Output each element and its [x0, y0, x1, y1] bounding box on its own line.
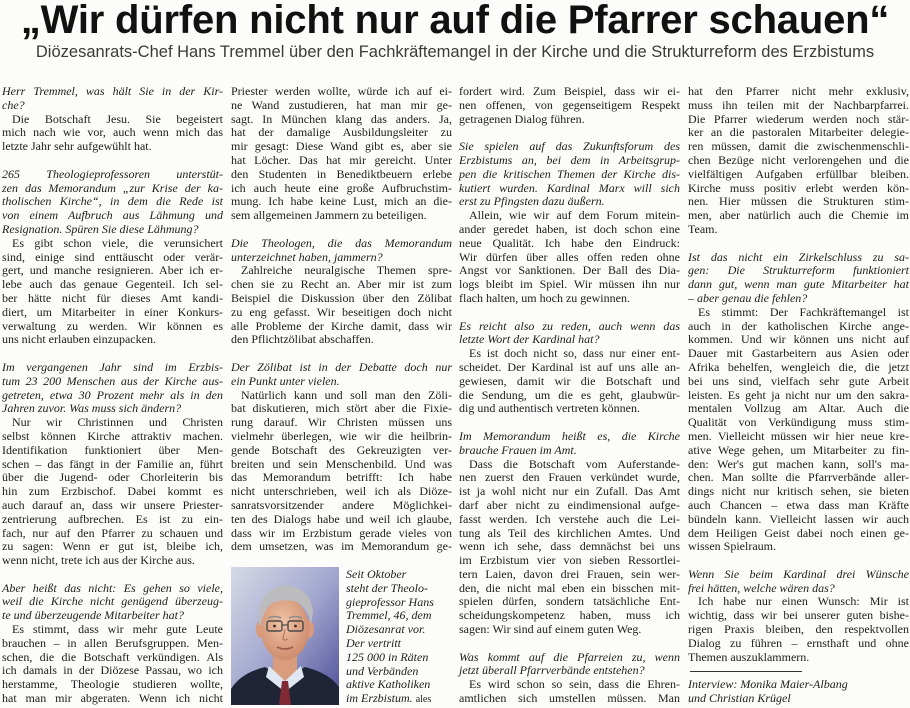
text-line: – aber genau die fehlen? [688, 290, 808, 305]
column-text [231, 85, 452, 554]
text-line: tum 23 200 Menschen aus der Kirche aus- [2, 373, 223, 388]
text-line: mentalen Vollzug am Altar. Auch die [688, 401, 909, 416]
caption-line: 125 000 in Räten [346, 649, 429, 664]
text-line: Aber heißt das nicht: Es gehen so viele, [2, 580, 223, 595]
text-line: leisten. Es geht ja nicht nur um den sakra- [688, 387, 909, 402]
text-line: getreten, etwa 30 Prozent mehr als in den [2, 387, 223, 402]
answer-paragraph [231, 85, 452, 223]
text-line: sem allgemeinen Jammern zu beteiligen. [231, 208, 427, 223]
text-line: Kirche muss positiv erlebt werden kön- [688, 180, 909, 195]
text-line: bei uns sind, vielfach sehr gute Arbeit [688, 373, 909, 388]
text-line: Erzbistums an, bei dem in Arbeitsgrup- [459, 152, 680, 167]
answer-paragraph [231, 264, 452, 347]
text-line: Qualität von Verkündigung muss stim- [688, 415, 909, 430]
text-line: Was kommt auf die Pfarreien zu, wenn [459, 649, 680, 664]
text-line: verwaltung zu werden. Wir können es [2, 318, 223, 333]
text-line: mung. Ich habe keine Lust, mich an die- [231, 194, 452, 209]
text-line: Die Pfarrer wiederum werden noch stär- [688, 111, 909, 126]
answer-paragraph [459, 209, 680, 306]
text-line: Im Memorandum heißt es, die Kirche [459, 428, 680, 443]
caption-line: aktive Katholiken [346, 677, 431, 692]
text-line: alle Probleme der Kirche damit, dass wir [231, 318, 452, 333]
text-line: die Sendung, um die es geht, glaubwür- [459, 387, 680, 402]
answer-paragraph [2, 623, 223, 706]
text-line: Die Theologen, die das Memorandum [231, 235, 452, 250]
text-line: letzte Jahr sehr aufgewühlt hat. [2, 139, 152, 154]
photo-caption [346, 568, 450, 706]
text-line: uns nicht erlauben einzupacken. [2, 332, 156, 347]
text-line: Wir dürfen über alles offen reden ohne [459, 249, 680, 264]
question-paragraph [459, 320, 680, 348]
text-line: te und überzeugende Mitarbeiter hat? [2, 608, 184, 623]
caption-line: im Erzbistum. [346, 691, 413, 706]
text-line: brauche Frauen im Amt. [459, 442, 577, 457]
text-line: sagen: Wir sind auf einem guten Weg. [459, 622, 642, 637]
text-line: wissen Spielraum. [688, 539, 776, 554]
portrait-photo [231, 567, 339, 705]
text-line: Sie spielen auf das Zukunftsforum des [459, 139, 680, 154]
text-line: unterzeichnet haben, jammern? [231, 249, 383, 264]
text-line: dann gut, wenn man gute Mitarbeiter hat [688, 277, 909, 292]
text-line: scheidungskompetenz haben, muss ich [459, 608, 680, 623]
text-line: vielfältigen Aufgaben erfüllbar bleiben. [688, 166, 909, 181]
text-line: dig und authentisch vertreten können. [459, 401, 640, 416]
text-line: Angst vor Sanktionen. Der Ball des Dia- [459, 263, 680, 278]
text-line: hin zum Erzbischof. Dabei kommt es [2, 484, 223, 499]
text-line: Dass die Botschaft vom Auferstande- [469, 456, 680, 471]
text-line: nen. Hier müssen die Strukturen stim- [688, 194, 909, 209]
text-line: den Studenten in Benediktbeuern erlebe [231, 166, 452, 181]
text-line: hat der damalige Ausbildungsleiter zu [231, 125, 452, 140]
caption-line: Der vertritt [346, 635, 401, 650]
answer-paragraph [688, 595, 909, 664]
text-line: selbst können Kirche attraktiv machen. [2, 428, 223, 443]
caption-line: steht der Theolo- [346, 580, 428, 595]
text-line: wenn nicht, trete ich aus der Kirche aus. [2, 553, 195, 568]
headline: „Wir dürfen nicht nur auf die Pfarrer schauen“ [20, 0, 890, 42]
text-line: scheidet. Der Kardinal ist auf uns alle an- [459, 359, 680, 374]
text-line: ber hätte nicht für dieses Amt kandi- [2, 290, 223, 305]
text-line: ren müssen, damit die zwischenmenschli- [688, 139, 909, 154]
text-line: dem Heiligen Geist dabei noch einen ge- [688, 525, 909, 540]
text-line: Ich habe nur einen Wunsch: Mir ist [698, 594, 909, 609]
text-line: zen das Memorandum „zur Krise der ka- [2, 180, 223, 195]
article-column-2 [231, 85, 452, 554]
text-line: Identifikation funktioniert über Men- [2, 442, 223, 457]
text-line: den, die nicht mal eben ein bisschen mit- [459, 580, 680, 595]
text-line: den Pflichtzölibat abschaffen. [231, 332, 374, 347]
text-line: sagt. In München klang das anders. Ja, [231, 111, 452, 126]
caption-line: Diözesanrat vor. [346, 622, 426, 637]
text-line: nen offenen, von gegenseitigem Respekt [459, 97, 680, 112]
text-line: vielmehr überlegen, wie wir die heilbrin- [231, 428, 452, 443]
text-line: zu sagen: Wenn er gut ist, bleibe ich, [2, 539, 223, 554]
text-line: ker an die pastoralen Mitarbeiter delegie- [688, 125, 909, 140]
text-line: mich nach wie vor, auch wenn mich das [2, 125, 223, 140]
text-line: letzte Wort der Kardinal hat? [459, 332, 600, 347]
text-line: ich auch heute eine große Aufbruchstim- [231, 180, 452, 195]
text-line: ative Wege gehen, um Mitarbeiter zu fin- [688, 442, 909, 457]
text-line: Dialog zu führen – ernsthaft und ohne [688, 635, 909, 650]
answer-paragraph [459, 678, 680, 706]
text-line: sanratsvorsitzender andere Möglichkei- [231, 497, 452, 512]
answer-paragraph [2, 237, 223, 347]
caption-line-last [346, 692, 450, 706]
text-line: hat den Pfarrer nicht mehr exklusiv, [688, 84, 909, 98]
text-line: spielen dürfen, sondern tatsächliche Ent- [459, 594, 680, 609]
text-line: mir gesagt: Diese Wand gibt es, aber sie [231, 139, 452, 154]
text-line: jetzt überall Pfarrverbände entstehen? [459, 663, 645, 678]
byline-rule [688, 664, 909, 678]
text-line: men, aber natürlich auch die Chemie im [688, 208, 909, 223]
text-line: auch Chancen – etwa dass man Kräfte [688, 497, 909, 512]
text-line: weil die Kirche nicht genügend überzeug- [2, 594, 223, 609]
caption-line: und Verbänden [346, 663, 419, 678]
text-line: fordert wird. Zum Beispiel, dass wir ei- [459, 84, 680, 98]
text-line: nen zuerst den Frauen verkündet wurde, [459, 470, 680, 485]
text-line: nicht unterschrieben, weil ich als Diöze- [231, 484, 452, 499]
text-line: sind, einige sind enttäuscht oder verär- [2, 249, 223, 264]
text-line: Wenn Sie beim Kardinal drei Wünsche [688, 566, 909, 581]
text-line: wenn ich sehe, dass demnächst bei uns [459, 539, 680, 554]
text-line: neue Qualität. Ich habe den Eindruck: [459, 235, 680, 250]
answer-paragraph [459, 347, 680, 416]
caption-line: gieprofessor Hans [346, 594, 434, 609]
text-line: Priester werden wollte, würde ich auf ei- [231, 84, 452, 98]
question-paragraph [688, 251, 909, 306]
text-line: Allein, wie wir auf dem Forum mitein- [469, 208, 680, 223]
text-line: den: Wer's gut machen kann, soll's ma- [688, 456, 909, 471]
article-column-4 [688, 85, 909, 706]
text-line: Die Botschaft Jesu. Sie begeistert [12, 111, 223, 126]
text-line: schen, die die Botschaft verkündigen. Als [2, 649, 223, 664]
text-line: ich damals in der Diözese Passau, wo ich [2, 663, 223, 678]
text-line: von einem Aufbruch aus Lähmung und [2, 208, 223, 223]
text-line: kommen. Und wir können uns nicht auf [688, 332, 909, 347]
text-line: Beispiel die Diskussion über den Zölibat [231, 290, 452, 305]
text-line: tern Laien, davon drei Frauen, sein wer- [459, 566, 680, 581]
text-line: zentrierung aufbrechen. Es ist zu ein- [2, 511, 223, 526]
text-line: im Erzbistum vier von sieben Ressortlei- [459, 553, 680, 568]
text-line: ein Punkt unter vielen. [231, 373, 340, 388]
text-line: Natürlich kann und soll man den Zöli- [241, 387, 452, 402]
answer-paragraph [2, 113, 223, 154]
text-line: dem umsetzen, was im Memorandum ge- [231, 539, 452, 554]
text-line: ist ja wohl nicht nur ein Zufall. Das Amt [459, 484, 680, 499]
text-line: Herr Tremmel, was hält Sie in der Kir- [2, 84, 223, 98]
caption-line: Seit Oktober [346, 567, 407, 581]
portrait-image [231, 567, 339, 705]
column-text [2, 85, 223, 706]
question-paragraph [459, 140, 680, 209]
text-line: darf aber nicht zu eindimensional aufge- [459, 497, 680, 512]
caption-line: Tremmel, 46, dem [346, 608, 432, 623]
text-line: chen Bezüge nicht verlorengehen und die [688, 152, 909, 167]
text-line: hat man mir abgeraten. Wenn ich nicht [2, 691, 223, 706]
text-line: gen: Die Strukturreform funktioniert [688, 263, 909, 278]
text-line: gewiesen, damit wir die Botschaft und [459, 373, 680, 388]
text-line: pen die kritischen Themen der Kirche dis- [459, 166, 680, 181]
text-line: über die Jugend- oder Chorleiterin bis [2, 470, 223, 485]
text-line: getragenen Dialog führen. [459, 111, 585, 126]
answer-paragraph [459, 85, 680, 126]
text-line: ander geredet haben, ist doch schon eine [459, 221, 680, 236]
text-line: ten des Dialogs habe und weil ich glaube, [231, 511, 452, 526]
text-line: logs bleibt im Spiel. Wir müssen ihn nur [459, 277, 680, 292]
text-line: das Memorandum betrifft: Ich habe [231, 470, 452, 485]
text-line: brauchen – in allen Berufsgruppen. Men- [2, 635, 223, 650]
answer-paragraph [231, 389, 452, 555]
text-line: Es ist doch nicht so, dass nur einer ent- [469, 346, 680, 361]
text-line: fach, nur auf den Pfarrer zu schauen und [2, 525, 223, 540]
text-line: Themen auszuklammern. [688, 649, 810, 664]
article-column-1 [2, 85, 223, 706]
text-line: frei hätten, welche wären das? [688, 580, 835, 595]
text-line: bündeln kann. Vielleicht lassen wir auch [688, 511, 909, 526]
byline-line: und Christian Krügel [688, 691, 791, 706]
text-line: Es wird schon so sein, dass die Ehren- [469, 677, 680, 692]
text-line: Es stimmt, dass wir mehr gute Leute [12, 622, 223, 637]
answer-paragraph [2, 416, 223, 568]
column-text [688, 85, 909, 664]
question-paragraph [2, 361, 223, 416]
text-line: flach halten, um hoch zu gewinnen. [459, 290, 630, 305]
text-line: Es reicht also zu reden, auch wenn das [459, 318, 680, 333]
answer-paragraph [688, 85, 909, 237]
answer-paragraph [459, 458, 680, 637]
text-line: diert, um Mitarbeiter in einer Konkurs- [2, 304, 223, 319]
text-line: Ist das nicht ein Zirkelschluss zu sa- [688, 249, 909, 264]
column-text [459, 85, 680, 706]
text-line: lebe auch das genaue Gegenteil. Ich sel- [2, 277, 223, 292]
text-line: amtlichen sich umstellen müssen. Man [459, 691, 680, 706]
text-line: dass wir im Erzbistum gerade vieles von [231, 525, 452, 540]
article-column-3 [459, 85, 680, 706]
text-line: Afrika behelfen, wengleich die, die jetzt [688, 359, 909, 374]
text-line: hat Löcher. Das hat mir gereicht. Unter [231, 152, 452, 167]
text-line: Team. [688, 221, 718, 236]
text-line: che? [2, 97, 25, 112]
photo-credit: ales [415, 694, 432, 706]
question-paragraph [2, 85, 223, 113]
text-line: chen sie zu Recht an. Aber mir ist zum [231, 277, 452, 292]
text-line: rigen Praxis bleiben, den respektvollen [688, 622, 909, 637]
subheadline: Diözesanrats-Chef Hans Tremmel über den Fachkräftemangel in der Kirche und die Strukturreform des Erzbistums [35, 43, 875, 61]
text-line: chen. Man sollte die Pfarrverbände aller- [688, 470, 909, 485]
text-line: dings nicht nur kritisch sehen, sie bieten [688, 484, 909, 499]
text-line: Resignation. Spüren Sie diese Lähmung? [2, 221, 199, 236]
question-paragraph [688, 568, 909, 596]
text-line: bat diskutieren, mich stört aber die Fixie- [231, 401, 452, 416]
question-paragraph [231, 361, 452, 389]
text-line: auch darauf an, dass wir unsere Priester- [2, 497, 223, 512]
text-line: Dauer mit Gastarbeitern aus Asien oder [688, 346, 909, 361]
text-line: Jahren zuvor. Was muss sich ändern? [2, 401, 182, 416]
text-line: ne Wand zustudieren, hat man mir ge- [231, 97, 452, 112]
text-line: men. Vielleicht müssen wir hier neue kre- [688, 428, 909, 443]
text-line: 265 Theologieprofessoren unterstüt- [2, 166, 223, 181]
text-line: Im vergangenen Jahr sind im Erzbis- [2, 359, 223, 374]
text-line: gende Botschaft des Gekreuzigten ver- [231, 442, 452, 457]
byline [688, 678, 909, 706]
answer-paragraph [688, 306, 909, 554]
text-line: Nur wir Christinnen und Christen [12, 415, 223, 430]
text-line: fasst werden. Ich verstehe auch die Lei- [459, 511, 680, 526]
text-line: Zahlreiche neuralgische Themen spre- [241, 263, 452, 278]
text-line: rung darauf. Wir Christen müssen uns [231, 415, 452, 430]
text-line: breiten und sein Menschenbild. Und was [231, 456, 452, 471]
question-paragraph [2, 582, 223, 623]
text-line: Es gibt schon viele, die verunsichert [12, 235, 223, 250]
text-line: tung als Teil des kirchlichen Amtes. Und [459, 525, 680, 540]
question-paragraph [459, 651, 680, 679]
text-line: erst zu Pfingsten dazu äußern. [459, 194, 605, 209]
text-line: schen – das fängt in der Familie an, führt [2, 456, 223, 471]
text-line: kutiert wurden. Kardinal Marx will sich [459, 180, 680, 195]
text-line: zu eng gefasst. Wir beseitigen doch nicht [231, 304, 452, 319]
question-paragraph [2, 168, 223, 237]
question-paragraph [231, 237, 452, 265]
text-line: gert, und manche resignieren. Aber ich er- [2, 263, 223, 278]
text-line: auch in der katholischen Kirche ange- [688, 318, 909, 333]
text-line: Der Zölibat ist in der Debatte doch nur [231, 359, 452, 374]
text-line: herstamme, Theologie studieren wollte, [2, 677, 223, 692]
byline-line: Interview: Monika Maier-Albang [688, 677, 848, 692]
text-line: wichtig, dass wir bei unserer guten bishe- [688, 608, 909, 623]
text-line: muss ihn teilen mit der Nachbarpfarrei. [688, 97, 909, 112]
text-line: tholischen Kirche“, in dem die Rede ist [2, 194, 223, 209]
text-line: Es stimmt: Der Fachkräftemangel ist [698, 304, 909, 319]
question-paragraph [459, 430, 680, 458]
